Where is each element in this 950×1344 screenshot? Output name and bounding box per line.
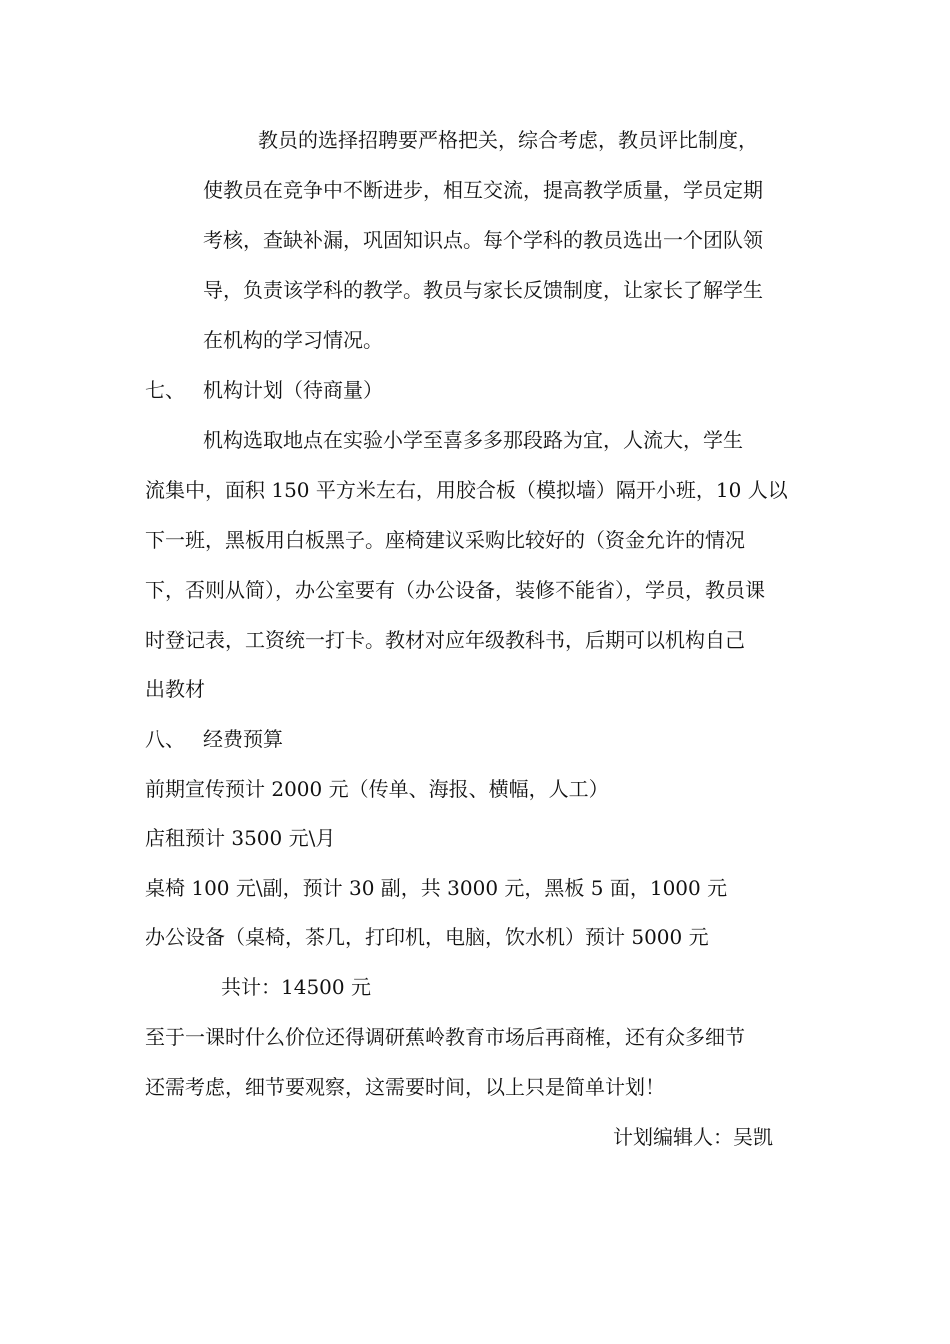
section-7-line-5: 时登记表，工资统一打卡。教材对应年级教科书，后期可以机构自己 — [145, 628, 745, 652]
budget-item-furniture: 桌椅 100 元\副，预计 30 副，共 3000 元，黑板 5 面，1000 元 — [145, 876, 728, 900]
signature: 计划编辑人：吴凯 — [613, 1125, 773, 1149]
intro-line-3: 考核，查缺补漏，巩固知识点。每个学科的教员选出一个团队领 — [203, 228, 763, 252]
section-7-line-1: 机构选取地点在实验小学至喜多多那段路为宜，人流大，学生 — [203, 428, 743, 452]
section-7-line-2: 流集中，面积 150 平方米左右，用胶合板（模拟墙）隔开小班，10 人以 — [145, 478, 788, 502]
section-7-line-6: 出教材 — [145, 677, 205, 701]
budget-item-rent: 店租预计 3500 元\月 — [145, 826, 336, 850]
section-7-line-3: 下一班，黑板用白板黑子。座椅建议采购比较好的（资金允许的情况 — [145, 528, 745, 552]
intro-line-5: 在机构的学习情况。 — [203, 328, 383, 352]
budget-total: 共计：14500 元 — [221, 975, 371, 999]
intro-line-4: 导，负责该学科的教学。教员与家长反馈制度，让家长了解学生 — [203, 278, 763, 302]
closing-line-1: 至于一课时什么价位还得调研蕉岭教育市场后再商榷，还有众多细节 — [145, 1025, 745, 1049]
section-8-number: 八、 — [145, 727, 185, 751]
intro-line-2: 使教员在竞争中不断进步，相互交流，提高教学质量，学员定期 — [203, 178, 763, 202]
section-7-title: 机构计划（待商量） — [203, 378, 383, 402]
closing-line-2: 还需考虑，细节要观察，这需要时间，以上只是简单计划！ — [145, 1075, 665, 1099]
intro-line-1: 教员的选择招聘要严格把关，综合考虑，教员评比制度， — [258, 128, 758, 152]
section-7-line-4: 下，否则从简），办公室要有（办公设备，装修不能省），学员，教员课 — [145, 578, 765, 602]
budget-item-promotion: 前期宣传预计 2000 元（传单、海报、横幅，人工） — [145, 777, 609, 801]
section-8-title: 经费预算 — [203, 727, 283, 751]
budget-item-office-equipment: 办公设备（桌椅，茶几，打印机，电脑，饮水机）预计 5000 元 — [145, 925, 709, 949]
section-7-number: 七、 — [145, 378, 185, 402]
